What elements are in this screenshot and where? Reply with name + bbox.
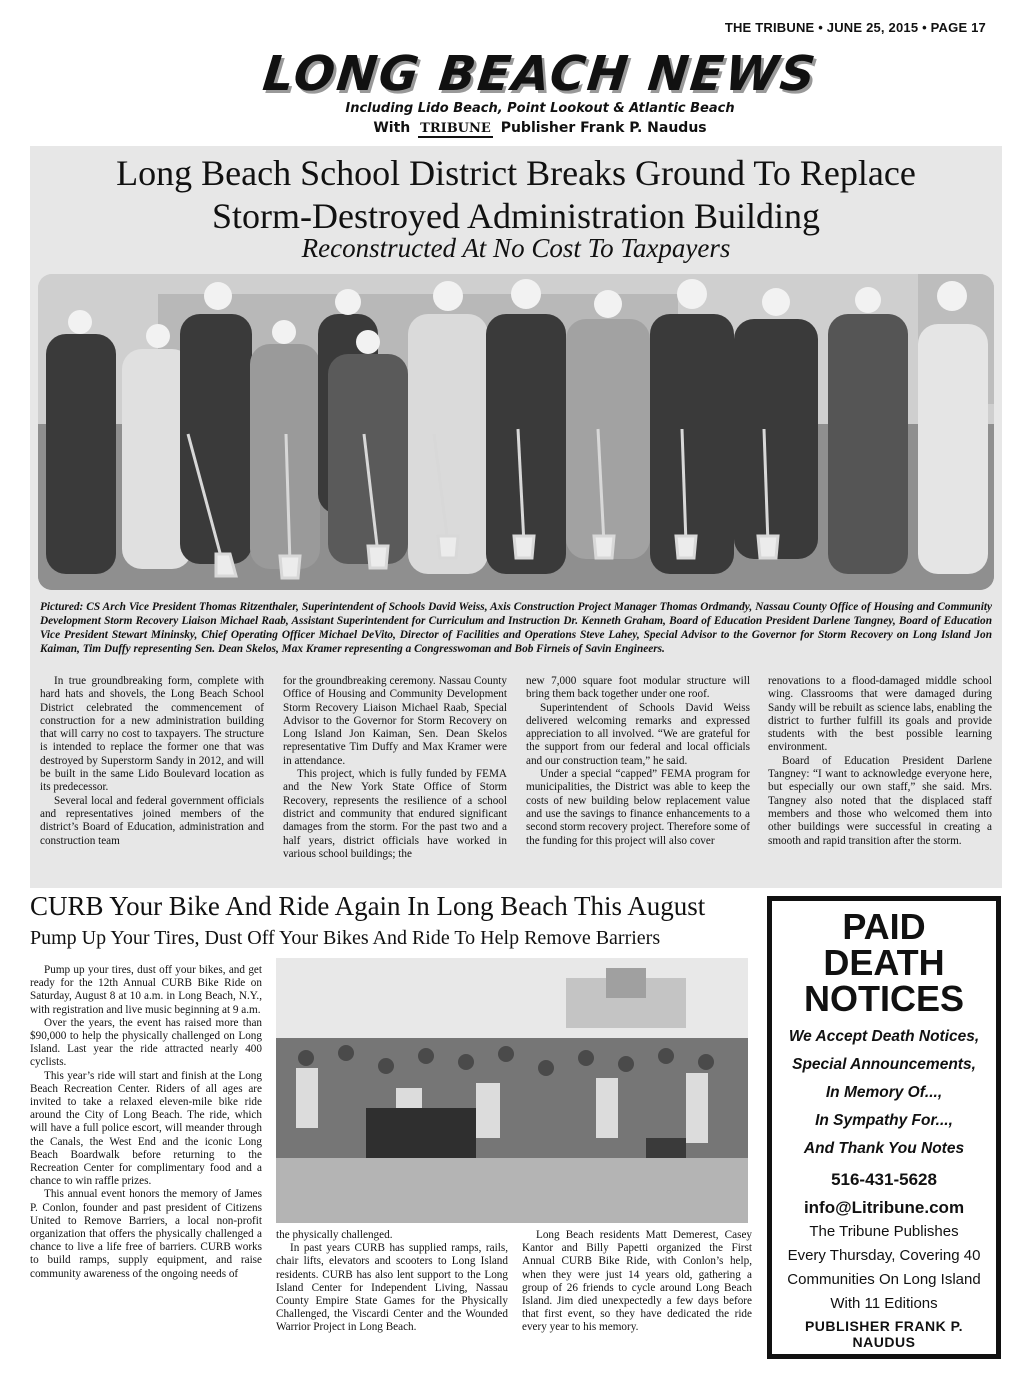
paragraph: Long Beach residents Matt Demerest, Casey Kantor and Billy Papetti organized the First Annual CURB Bike Ride, with Conlon’s help, when they were just 14 years old, gathering a group of 26 friends to cycle around Long Beach Island. Jim died unexpectedly a few days before that first event, so they have dedicated the ride every year to his memory.	[522, 1229, 752, 1334]
masthead-publisher: Publisher Frank P. Naudus	[500, 120, 707, 136]
headline-line-2: Storm-Destroyed Administration Building	[212, 196, 820, 236]
groundbreaking-article	[30, 146, 1002, 888]
article-column-1	[40, 675, 264, 848]
paragraph: Under a special “capped” FEMA program for municipalities, the District was able to keep the costs of new building below replacement value and use the savings to finance enhancements to a second storm recovery project. Therefore some of the funding for this project will also cover	[526, 768, 750, 847]
paragraph: for the groundbreaking ceremony. Nassau County Office of Housing and Community Development Storm Recovery Liaison Michael Raab, Special Advisor to the Governor for Storm Recovery on Long Island Jon Kaiman, Sen. Dean Skelos representative Tim Duffy and Max Kramer were in attendance.	[283, 675, 507, 767]
article-column-3	[526, 675, 750, 848]
paragraph: renovations to a flood-damaged middle school wing. Classrooms that were damaged during Sandy will be rebuilt as science labs, enabling the district to further fulfill its goals and provide students with the best possible learning environment.	[768, 675, 992, 754]
masthead-publisher-line	[200, 120, 880, 138]
tribune-logo: TRIBUNE	[420, 121, 491, 136]
ad-service-item: In Sympathy For...,	[815, 1112, 953, 1129]
page-folio: THE TRIBUNE • JUNE 25, 2015 • PAGE 17	[724, 20, 986, 35]
paragraph: Over the years, the event has raised more than $90,000 to help the physically challenged on Long Island. Last year the ride attracted nearly 400 cyclists.	[30, 1016, 262, 1069]
ad-info-line: The Tribune Publishes	[809, 1223, 959, 1240]
curb-column-2	[276, 1229, 508, 1335]
paragraph: This year’s ride will start and finish at the Long Beach Recreation Center. Riders of all ages are invited to take a relaxed eleven-mile bike ride around the City of Long Beach. The ride, which will have a full police escort, will meander through the Canals, the West End and the iconic Long Beach Boardwalk before returning to the Recreation Center for complimentary food and a chance to win raffle prizes.	[30, 1069, 262, 1188]
ad-publication-info	[772, 1220, 996, 1316]
article-column-2	[283, 675, 507, 861]
ad-heading	[772, 906, 996, 1019]
curb-subhead: Pump Up Your Tires, Dust Off Your Bikes And Ride To Help Remove Barriers	[30, 927, 661, 949]
paragraph: In true groundbreaking form, complete with hard hats and shovels, the Long Beach School District celebrated the commencement of construction for a new administration building that will carry no cost to taxpayers. The structure is intended to replace the former one that was destroyed by Superstorm Sandy in 2012, and will be built in the same Lido Boulevard location as its predecessor.	[40, 675, 264, 794]
bike-ride-photo	[276, 958, 748, 1223]
groundbreaking-photo	[38, 274, 994, 590]
ad-heading-line-1: PAID	[842, 906, 926, 947]
photo-caption: Pictured: CS Arch Vice President Thomas Ritzenthaler, Superintendent of Schools David Weiss, Axis Construction Project Manager Thomas Ordmandy, Nassau County Office of Housing and Community Development Storm Recovery Liaison Michael Raab, Assistant Superintendent for Curriculum and Instruction Dr. Kenneth Graham, Board of Education President Darlene Tangney, Board of Education Vice President Stewart Mininsky, Chief Operating Officer Michael DeVito, Director of Facilities and Operations Steve Lahey, Special Advisor to the Governor for Storm Recovery on Long Island Jon Kaiman, Tim Duffy representing Sen. Dean Skelos, Max Kramer representing a Congresswoman and Bob Firneis of Savin Engineers.	[40, 601, 992, 655]
ad-service-item: And Thank You Notes	[803, 1140, 965, 1157]
masthead-subtitle: Including Lido Beach, Point Lookout & Atlantic Beach	[345, 101, 735, 116]
ad-services-list	[772, 1023, 996, 1163]
curb-headline: CURB Your Bike And Ride Again In Long Beach This August	[30, 891, 706, 921]
article-subhead: Reconstructed At No Cost To Taxpayers	[301, 233, 731, 263]
paragraph: This project, which is fully funded by FEMA and the New York State Office of Storm Recovery, represents the resilience of a school district and community that endured significant damages from the storm. For the past two and a half years, district officials have worked in various school buildings; the	[283, 768, 507, 860]
paragraph: In past years CURB has supplied ramps, rails, chair lifts, elevators and scooters to Long Island residents. CURB has also lent support to the Long Island Center for Independent Living, Nassau County Empire State Games for the Physically Challenged, the Viscardi Center and the Wounded Warrior Project in Long Beach.	[276, 1242, 508, 1334]
ad-info-line: Communities On Long Island	[787, 1271, 981, 1288]
masthead-title: LONG BEACH NEWS	[260, 46, 820, 102]
paragraph: Board of Education President Darlene Tangney: “I want to acknowledge everyone here, but especially our own staff,” she said. Mrs. Tangney also noted that the displaced staff members and those who welcomed them into other buildings were successful in creating a smooth and rapid transition after the storm.	[768, 754, 992, 847]
ad-service-item: Special Announcements,	[792, 1056, 976, 1073]
group-photo-illustration	[38, 274, 994, 590]
ad-heading-line-2: DEATH	[823, 942, 945, 983]
masthead-with: With	[373, 120, 411, 136]
paragraph: new 7,000 square foot modular structure will bring them back together under one roof.	[526, 675, 750, 701]
paragraph: Pump up your tires, dust off your bikes, and get ready for the 12th Annual CURB Bike Ride on Saturday, August 8 at 10 a.m. in Long Beach, N.Y., with registration and live music beginning at 9 a.m.	[30, 964, 262, 1016]
ad-info-line: Every Thursday, Covering 40	[787, 1247, 981, 1264]
curb-column-1	[30, 964, 262, 1281]
ad-publisher: PUBLISHER FRANK P. NAUDUS	[804, 1318, 964, 1350]
masthead	[200, 46, 880, 146]
ad-service-item: We Accept Death Notices,	[788, 1028, 980, 1045]
ad-service-item: In Memory Of...,	[825, 1084, 943, 1101]
curb-column-3	[522, 1229, 752, 1335]
headline-line-1: Long Beach School District Breaks Ground To Replace	[116, 153, 916, 193]
article-column-4	[768, 675, 992, 848]
paragraph: Superintendent of Schools David Weiss delivered welcoming remarks and expressed appreciation to all involved. “We are grateful for the support from our federal and local officials and our construction team,” he said.	[526, 701, 750, 767]
paragraph: This annual event honors the memory of James P. Conlon, founder and past president of Citizens United to Remove Barriers, a local non-profit organization that offers the physically challenged a chance to live a life free of barriers. CURB works to build ramps, supply equipment, and raise community awareness of the ongoing needs of	[30, 1188, 262, 1280]
ad-email[interactable]: info@Litribune.com	[803, 1198, 965, 1217]
article-body	[40, 675, 992, 885]
death-notices-ad	[767, 896, 1001, 1359]
ad-phone[interactable]: 516-431-5628	[831, 1170, 937, 1189]
paragraph: the physically challenged.	[276, 1229, 393, 1241]
article-headline	[30, 152, 1002, 238]
paragraph: Several local and federal government officials and representatives joined members of the district’s Board of Education, administration and construction team	[40, 794, 264, 847]
crowd-photo-illustration	[276, 958, 748, 1223]
ad-heading-line-3: NOTICES	[803, 978, 964, 1019]
ad-info-line: With 11 Editions	[830, 1295, 938, 1312]
